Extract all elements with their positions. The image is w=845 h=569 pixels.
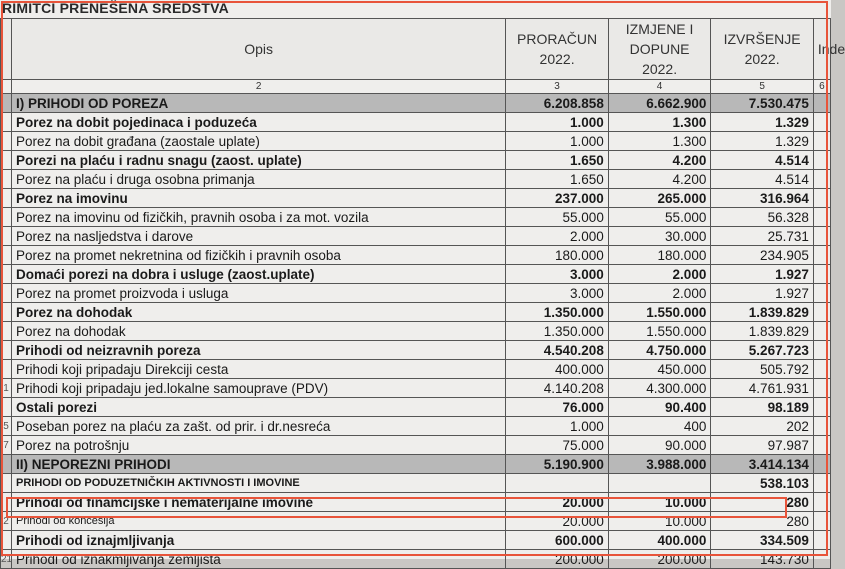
table-row bbox=[1, 322, 831, 341]
table-row bbox=[1, 341, 831, 360]
table-row bbox=[1, 531, 831, 550]
value-proracun: 3.000 bbox=[506, 265, 609, 284]
value-index bbox=[813, 474, 830, 493]
value-proracun: 5.190.900 bbox=[506, 455, 609, 474]
value-izvrsenje: 98.189 bbox=[711, 398, 814, 417]
value-index bbox=[813, 246, 830, 265]
header-row bbox=[1, 19, 831, 80]
row-number bbox=[1, 265, 12, 284]
value-izvrsenje: 4.514 bbox=[711, 151, 814, 170]
value-proracun: 3.000 bbox=[506, 284, 609, 303]
row-number bbox=[1, 189, 12, 208]
table-row bbox=[1, 360, 831, 379]
value-izmjene: 90.400 bbox=[608, 398, 711, 417]
row-number bbox=[1, 113, 12, 132]
value-proracun: 6.208.858 bbox=[506, 94, 609, 113]
row-number: 1 bbox=[1, 379, 12, 398]
value-izmjene: 4.300.000 bbox=[608, 379, 711, 398]
value-proracun: 1.650 bbox=[506, 151, 609, 170]
value-izvrsenje: 25.731 bbox=[711, 227, 814, 246]
value-izvrsenje: 1.927 bbox=[711, 265, 814, 284]
value-izmjene: 2.000 bbox=[608, 284, 711, 303]
row-number bbox=[1, 132, 12, 151]
value-proracun: 1.000 bbox=[506, 417, 609, 436]
row-label: Prihodi od koncesija bbox=[11, 512, 505, 531]
table-row bbox=[1, 208, 831, 227]
row-number bbox=[1, 303, 12, 322]
value-izvrsenje: 4.514 bbox=[711, 170, 814, 189]
value-index bbox=[813, 170, 830, 189]
row-number bbox=[1, 284, 12, 303]
index-cell-4: 4 bbox=[608, 80, 711, 94]
value-izvrsenje: 97.987 bbox=[711, 436, 814, 455]
column-index-row bbox=[1, 80, 831, 94]
value-proracun: 75.000 bbox=[506, 436, 609, 455]
table-row bbox=[1, 303, 831, 322]
value-proracun: 20.000 bbox=[506, 493, 609, 512]
table-row bbox=[1, 284, 831, 303]
value-proracun: 1.000 bbox=[506, 113, 609, 132]
value-izvrsenje: 234.905 bbox=[711, 246, 814, 265]
row-number bbox=[1, 341, 12, 360]
header-opis: Opis bbox=[11, 19, 505, 80]
table-row bbox=[1, 493, 831, 512]
table-row bbox=[1, 550, 831, 569]
value-izmjene: 10.000 bbox=[608, 512, 711, 531]
value-izmjene: 4.200 bbox=[608, 170, 711, 189]
value-proracun: 180.000 bbox=[506, 246, 609, 265]
value-index bbox=[813, 208, 830, 227]
row-label: Porez na dohodak bbox=[11, 303, 505, 322]
row-number bbox=[1, 493, 12, 512]
value-index bbox=[813, 493, 830, 512]
row-label: Porez na nasljedstva i darove bbox=[11, 227, 505, 246]
value-izmjene: 2.000 bbox=[608, 265, 711, 284]
value-proracun: 4.140.208 bbox=[506, 379, 609, 398]
row-label: I) PRIHODI OD POREZA bbox=[11, 94, 505, 113]
value-izmjene: 265.000 bbox=[608, 189, 711, 208]
value-izvrsenje: 4.761.931 bbox=[711, 379, 814, 398]
table-row bbox=[1, 246, 831, 265]
row-label: II) NEPOREZNI PRIHODI bbox=[11, 455, 505, 474]
row-label: Prihodi koji pripadaju jed.lokalne samouprave (PDV) bbox=[11, 379, 505, 398]
value-proracun: 1.650 bbox=[506, 170, 609, 189]
value-index bbox=[813, 436, 830, 455]
value-proracun: 55.000 bbox=[506, 208, 609, 227]
row-number bbox=[1, 246, 12, 265]
value-izvrsenje: 1.329 bbox=[711, 132, 814, 151]
value-index bbox=[813, 265, 830, 284]
row-label: Porez na promet nekretnina od fizičkih i pravnih osoba bbox=[11, 246, 505, 265]
value-index bbox=[813, 512, 830, 531]
value-izvrsenje: 56.328 bbox=[711, 208, 814, 227]
row-label: Poseban porez na plaću za zašt. od prir. i dr.nesreća bbox=[11, 417, 505, 436]
row-number bbox=[1, 531, 12, 550]
header-cell-rownum bbox=[1, 19, 12, 80]
index-cell-5: 5 bbox=[711, 80, 814, 94]
row-number bbox=[1, 474, 12, 493]
value-izvrsenje: 280 bbox=[711, 493, 814, 512]
row-label: Porez na dobit pojedinaca i poduzeća bbox=[11, 113, 505, 132]
row-label: Porezi na plaću i radnu snagu (zaost. uplate) bbox=[11, 151, 505, 170]
row-label: Porez na dohodak bbox=[11, 322, 505, 341]
value-index bbox=[813, 322, 830, 341]
value-proracun: 1.350.000 bbox=[506, 303, 609, 322]
row-number bbox=[1, 455, 12, 474]
row-label: Prihodi od iznajmljivanja bbox=[11, 531, 505, 550]
value-izmjene: 30.000 bbox=[608, 227, 711, 246]
value-izmjene: 1.550.000 bbox=[608, 322, 711, 341]
value-izmjene: 200.000 bbox=[608, 550, 711, 569]
value-izmjene: 6.662.900 bbox=[608, 94, 711, 113]
value-izvrsenje: 5.267.723 bbox=[711, 341, 814, 360]
table-row bbox=[1, 170, 831, 189]
row-number bbox=[1, 360, 12, 379]
row-label: Porez na plaću i druga osobna primanja bbox=[11, 170, 505, 189]
value-izmjene: 4.750.000 bbox=[608, 341, 711, 360]
value-proracun: 200.000 bbox=[506, 550, 609, 569]
value-izmjene: 90.000 bbox=[608, 436, 711, 455]
value-izvrsenje: 3.414.134 bbox=[711, 455, 814, 474]
value-proracun: 2.000 bbox=[506, 227, 609, 246]
row-number: 2 bbox=[1, 512, 12, 531]
row-label: Prihodi od iznakmljivanja zemljišta bbox=[11, 550, 505, 569]
header-index: Inde bbox=[813, 19, 830, 80]
row-label: Prihodi od neizravnih poreza bbox=[11, 341, 505, 360]
value-izvrsenje: 280 bbox=[711, 512, 814, 531]
row-label: PRIHODI OD PODUZETNIČKIH AKTIVNOSTI I IMOVINE bbox=[11, 474, 505, 493]
table-row bbox=[1, 474, 831, 493]
value-izvrsenje: 1.927 bbox=[711, 284, 814, 303]
row-label: Porez na potrošnju bbox=[11, 436, 505, 455]
row-number bbox=[1, 322, 12, 341]
value-izvrsenje: 316.964 bbox=[711, 189, 814, 208]
value-proracun: 76.000 bbox=[506, 398, 609, 417]
value-index bbox=[813, 303, 830, 322]
value-izvrsenje: 202 bbox=[711, 417, 814, 436]
table-row bbox=[1, 189, 831, 208]
value-index bbox=[813, 113, 830, 132]
table-row bbox=[1, 417, 831, 436]
value-izvrsenje: 538.103 bbox=[711, 474, 814, 493]
value-index bbox=[813, 94, 830, 113]
value-index bbox=[813, 398, 830, 417]
value-izmjene: 55.000 bbox=[608, 208, 711, 227]
row-number bbox=[1, 151, 12, 170]
row-number bbox=[1, 170, 12, 189]
value-index bbox=[813, 151, 830, 170]
value-index bbox=[813, 417, 830, 436]
value-proracun: 1.350.000 bbox=[506, 322, 609, 341]
index-cell-blank bbox=[1, 80, 12, 94]
table-row bbox=[1, 132, 831, 151]
table-caption: RIMITCI PRENEŠENA SREDSTVA bbox=[2, 0, 229, 16]
table-row bbox=[1, 379, 831, 398]
row-number: 5 bbox=[1, 417, 12, 436]
value-izmjene: 400.000 bbox=[608, 531, 711, 550]
table-row bbox=[1, 151, 831, 170]
budget-table bbox=[0, 18, 845, 569]
value-proracun: 20.000 bbox=[506, 512, 609, 531]
table-row bbox=[1, 265, 831, 284]
value-proracun bbox=[506, 474, 609, 493]
value-izmjene: 1.550.000 bbox=[608, 303, 711, 322]
table-row bbox=[1, 113, 831, 132]
value-index bbox=[813, 132, 830, 151]
value-proracun: 600.000 bbox=[506, 531, 609, 550]
value-proracun: 1.000 bbox=[506, 132, 609, 151]
row-number: 21 bbox=[1, 550, 12, 569]
value-izmjene: 10.000 bbox=[608, 493, 711, 512]
table-row bbox=[1, 94, 831, 113]
row-number bbox=[1, 94, 12, 113]
header-izmjene: IZMJENE I DOPUNE 2022. bbox=[608, 19, 711, 80]
value-izmjene: 180.000 bbox=[608, 246, 711, 265]
index-cell-6: 6 bbox=[813, 80, 830, 94]
row-label: Porez na imovinu od fizičkih, pravnih osoba i za mot. vozila bbox=[11, 208, 505, 227]
value-proracun: 400.000 bbox=[506, 360, 609, 379]
value-index bbox=[813, 455, 830, 474]
value-izvrsenje: 1.839.829 bbox=[711, 303, 814, 322]
value-index bbox=[813, 227, 830, 246]
table-row bbox=[1, 455, 831, 474]
row-number bbox=[1, 398, 12, 417]
value-izmjene bbox=[608, 474, 711, 493]
header-proracun: PRORAČUN 2022. bbox=[506, 19, 609, 80]
value-proracun: 237.000 bbox=[506, 189, 609, 208]
value-izmjene: 1.300 bbox=[608, 113, 711, 132]
table-row bbox=[1, 398, 831, 417]
table-row bbox=[1, 512, 831, 531]
value-index bbox=[813, 189, 830, 208]
row-label: Domaći porezi na dobra i usluge (zaost.uplate) bbox=[11, 265, 505, 284]
header-izvrsenje: IZVRŠENJE 2022. bbox=[711, 19, 814, 80]
row-label: Prihodi koji pripadaju Direkciji cesta bbox=[11, 360, 505, 379]
value-izvrsenje: 1.839.829 bbox=[711, 322, 814, 341]
value-izvrsenje: 505.792 bbox=[711, 360, 814, 379]
row-label: Porez na imovinu bbox=[11, 189, 505, 208]
value-izvrsenje: 7.530.475 bbox=[711, 94, 814, 113]
table-row bbox=[1, 436, 831, 455]
value-index bbox=[813, 531, 830, 550]
row-number: 7 bbox=[1, 436, 12, 455]
value-izmjene: 4.200 bbox=[608, 151, 711, 170]
index-cell-3: 3 bbox=[506, 80, 609, 94]
value-izmjene: 400 bbox=[608, 417, 711, 436]
value-izmjene: 1.300 bbox=[608, 132, 711, 151]
row-number bbox=[1, 208, 12, 227]
value-index bbox=[813, 341, 830, 360]
value-index bbox=[813, 379, 830, 398]
value-index bbox=[813, 284, 830, 303]
value-izmjene: 450.000 bbox=[608, 360, 711, 379]
value-izvrsenje: 1.329 bbox=[711, 113, 814, 132]
value-index bbox=[813, 550, 830, 569]
row-label: Porez na promet proizvoda i usluga bbox=[11, 284, 505, 303]
row-label: Porez na dobit građana (zaostale uplate) bbox=[11, 132, 505, 151]
row-number bbox=[1, 227, 12, 246]
value-izvrsenje: 334.509 bbox=[711, 531, 814, 550]
value-proracun: 4.540.208 bbox=[506, 341, 609, 360]
value-index bbox=[813, 360, 830, 379]
row-label: Ostali porezi bbox=[11, 398, 505, 417]
table-row bbox=[1, 227, 831, 246]
row-label: Prihodi od finamcijske i nematerijalne imovine bbox=[11, 493, 505, 512]
index-cell-2: 2 bbox=[11, 80, 505, 94]
value-izmjene: 3.988.000 bbox=[608, 455, 711, 474]
value-izvrsenje: 143.730 bbox=[711, 550, 814, 569]
